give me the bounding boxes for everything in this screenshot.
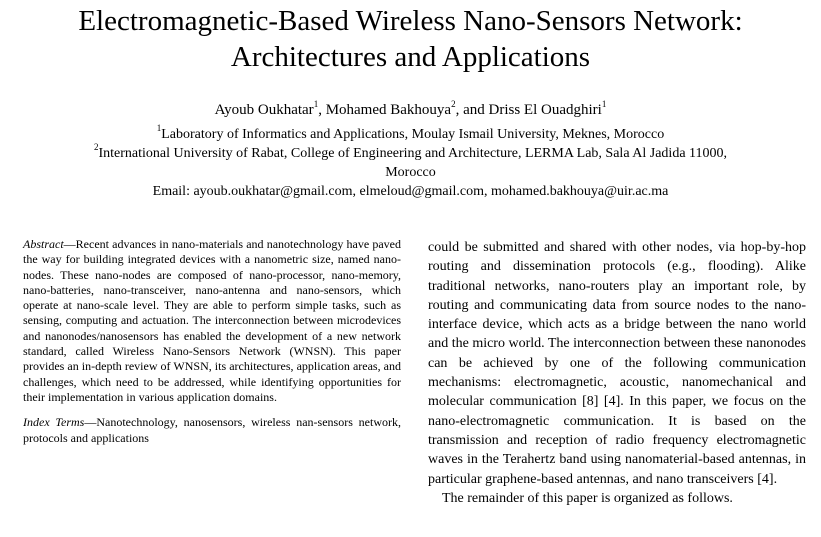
author-name: Ayoub Oukhatar (214, 102, 314, 118)
author-affiliation-mark: 1 (601, 99, 607, 109)
paper-title-line-1: Electromagnetic-Based Wireless Nano-Sensors Network: (78, 5, 743, 37)
paper-title (0, 3, 821, 75)
body-paragraph: could be submitted and shared with other nodes, via hop-by-hop routing and dissemination protocols (e.g., flooding). Alike traditional networks, nano-routers play an important role, by routing and communicating data from source nodes to the nano-interface device, which acts as a bridge between the nano world and the micro world. The interconnection between these nanonodes can be achieved by one of the following communication mechanisms: electromagnetic, acoustic, nanomechanical and molecular communication [8] [4]. In this paper, we focus on the nano-electromagnetic communication. It is based on the transmission and reception of radio frequency electromagnetic waves in the Terahertz band using nanomaterial-based antennas, in particular graphene-based antennas, and nano transceivers [4]. (428, 240, 807, 487)
affiliation-2 (0, 144, 821, 182)
right-column (428, 238, 806, 508)
author-separator: , (318, 102, 326, 118)
left-column (23, 237, 401, 446)
body-paragraph-next: The remainder of this paper is organized as follows. (442, 490, 733, 506)
affiliation-mark: 1 (156, 123, 162, 134)
author-separator: , and (455, 102, 489, 118)
author-name: Driss El Ouadghiri (488, 102, 602, 118)
author-affiliation-mark: 2 (451, 99, 456, 109)
index-terms-text: —Nanotechnology, nanosensors, wireless nan-sensors network, protocols and applications (23, 415, 401, 445)
affiliation-text-continued: Morocco (385, 165, 436, 180)
affiliation-1 (0, 125, 821, 144)
author-name: Mohamed Bakhouya (325, 102, 452, 118)
abstract-label: Abstract (23, 237, 64, 251)
index-terms (23, 415, 401, 446)
affiliation-mark: 2 (93, 142, 99, 153)
author-list (0, 101, 821, 120)
author-affiliation-mark: 1 (313, 99, 319, 109)
paper-title-line-2: Architectures and Applications (230, 41, 591, 73)
abstract-text: —Recent advances in nano-materials and nanotechnology have paved the way for building integrated devices with a nanometric size, named nano-nodes. These nano-nodes are composed of nano-processor, nano-memory, nano-batteries, nano-transceiver, nano-antenna and nano-sensors, which operate at nano-scale level. They are able to perform simple tasks, such as sensing, computing and actuation. The interconnection between microdevices and nanonodes/nanosensors has enabled the development of a new network standard, called Wireless Nano-Sensors Network (WNSN). This paper provides an in-depth review of WNSN, its architectures, application areas, and challenges, which need to be addressed, while identifying opportunities for their implementation in various application domains. (23, 237, 401, 404)
index-terms-label: Index Terms (23, 415, 85, 430)
abstract (23, 237, 401, 405)
affiliation-text: International University of Rabat, College of Engineering and Architecture, LERMA Lab, Sala Al Jadida 11000, (98, 146, 728, 161)
contact-emails: Email: ayoub.oukhatar@gmail.com, elmeloud@gmail.com, mohamed.bakhouya@uir.ac.ma (152, 184, 669, 199)
affiliation-text: Laboratory of Informatics and Applications, Moulay Ismail University, Meknes, Morocco (161, 127, 665, 142)
